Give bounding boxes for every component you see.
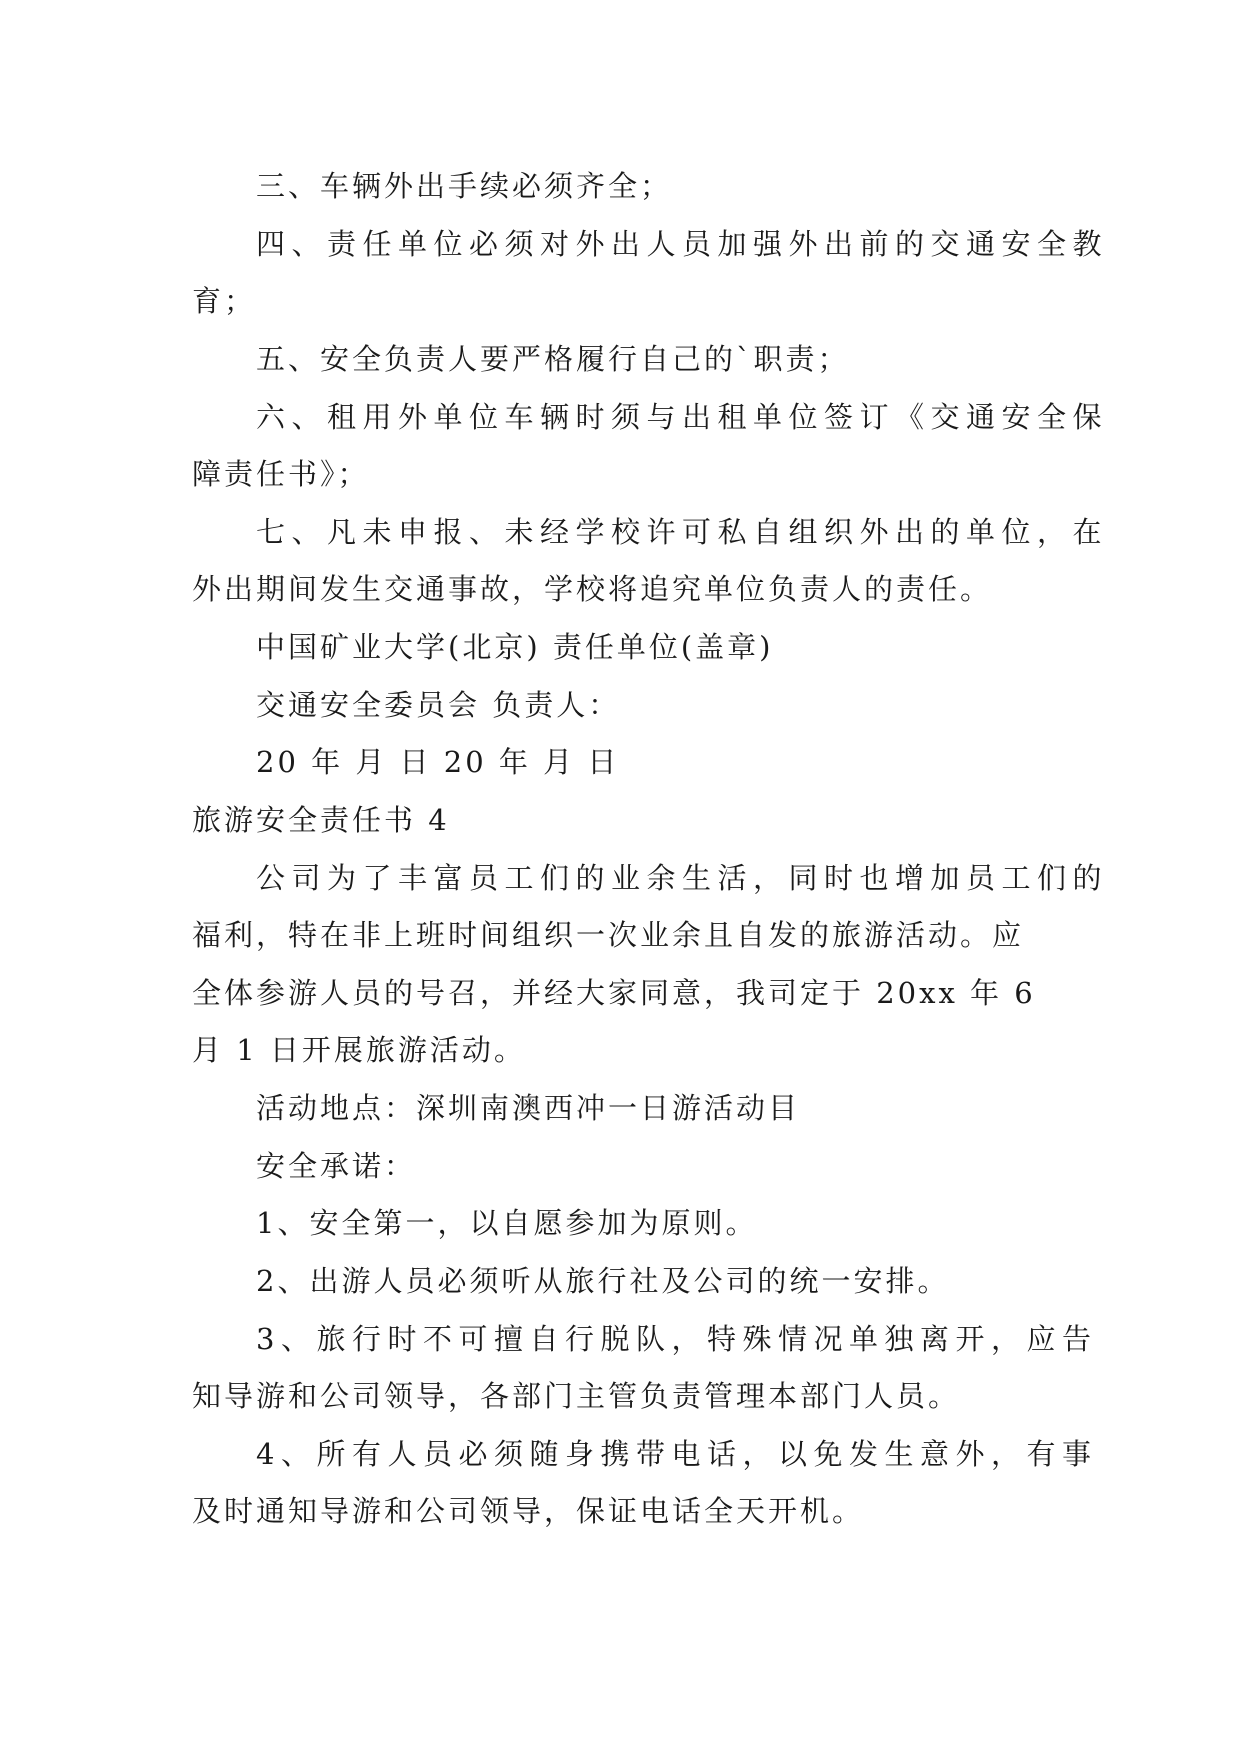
clause-7: 七、凡未申报、未经学校许可私自组织外出的单位，在 [256, 515, 1109, 549]
pledge-4: 4、所有人员必须随身携带电话，以免发生意外，有事 [256, 1437, 1098, 1471]
signature-org: 中国矿业大学(北京) 责任单位(盖章) [256, 630, 774, 664]
pledge-4-cont: 及时通知导游和公司领导，保证电话全天开机。 [192, 1494, 865, 1528]
intro-paragraph: 公司为了丰富员工们的业余生活，同时也增加员工们的 [256, 861, 1109, 895]
clause-6-cont: 障责任书》； [192, 457, 370, 491]
safety-pledge-heading: 安全承诺： [256, 1149, 417, 1183]
intro-paragraph-cont-3: 月 1 日开展旅游活动。 [192, 1033, 526, 1067]
signature-committee: 交通安全委员会 负责人： [256, 688, 621, 722]
clause-7-cont: 外出期间发生交通事故，学校将追究单位负责人的责任。 [192, 572, 993, 606]
signature-date: 20 年 月 日 20 年 月 日 [256, 745, 620, 779]
activity-location: 活动地点：深圳南澳西冲一日游活动目 [256, 1091, 801, 1125]
pledge-2: 2、出游人员必须听从旅行社及公司的统一安排。 [256, 1264, 950, 1298]
intro-paragraph-cont-2: 全体参游人员的号召，并经大家同意，我司定于 20xx 年 6 [192, 976, 1036, 1010]
clause-4-cont: 育； [192, 284, 257, 318]
clause-5: 五、安全负责人要严格履行自己的`职责； [256, 342, 850, 376]
pledge-1: 1、安全第一，以自愿参加为原则。 [256, 1206, 758, 1240]
pledge-3: 3、旅行时不可擅自行脱队，特殊情况单独离开，应告 [256, 1322, 1098, 1356]
clause-6: 六、租用外单位车辆时须与出租单位签订《交通安全保 [256, 400, 1109, 434]
clause-4: 四、责任单位必须对外出人员加强外出前的交通安全教 [256, 227, 1109, 261]
pledge-3-cont: 知导游和公司领导，各部门主管负责管理本部门人员。 [192, 1379, 961, 1413]
section-heading: 旅游安全责任书 4 [192, 803, 450, 837]
clause-3: 三、车辆外出手续必须齐全； [256, 169, 673, 203]
intro-paragraph-cont-1: 福利，特在非上班时间组织一次业余且自发的旅游活动。应 [192, 918, 1025, 952]
